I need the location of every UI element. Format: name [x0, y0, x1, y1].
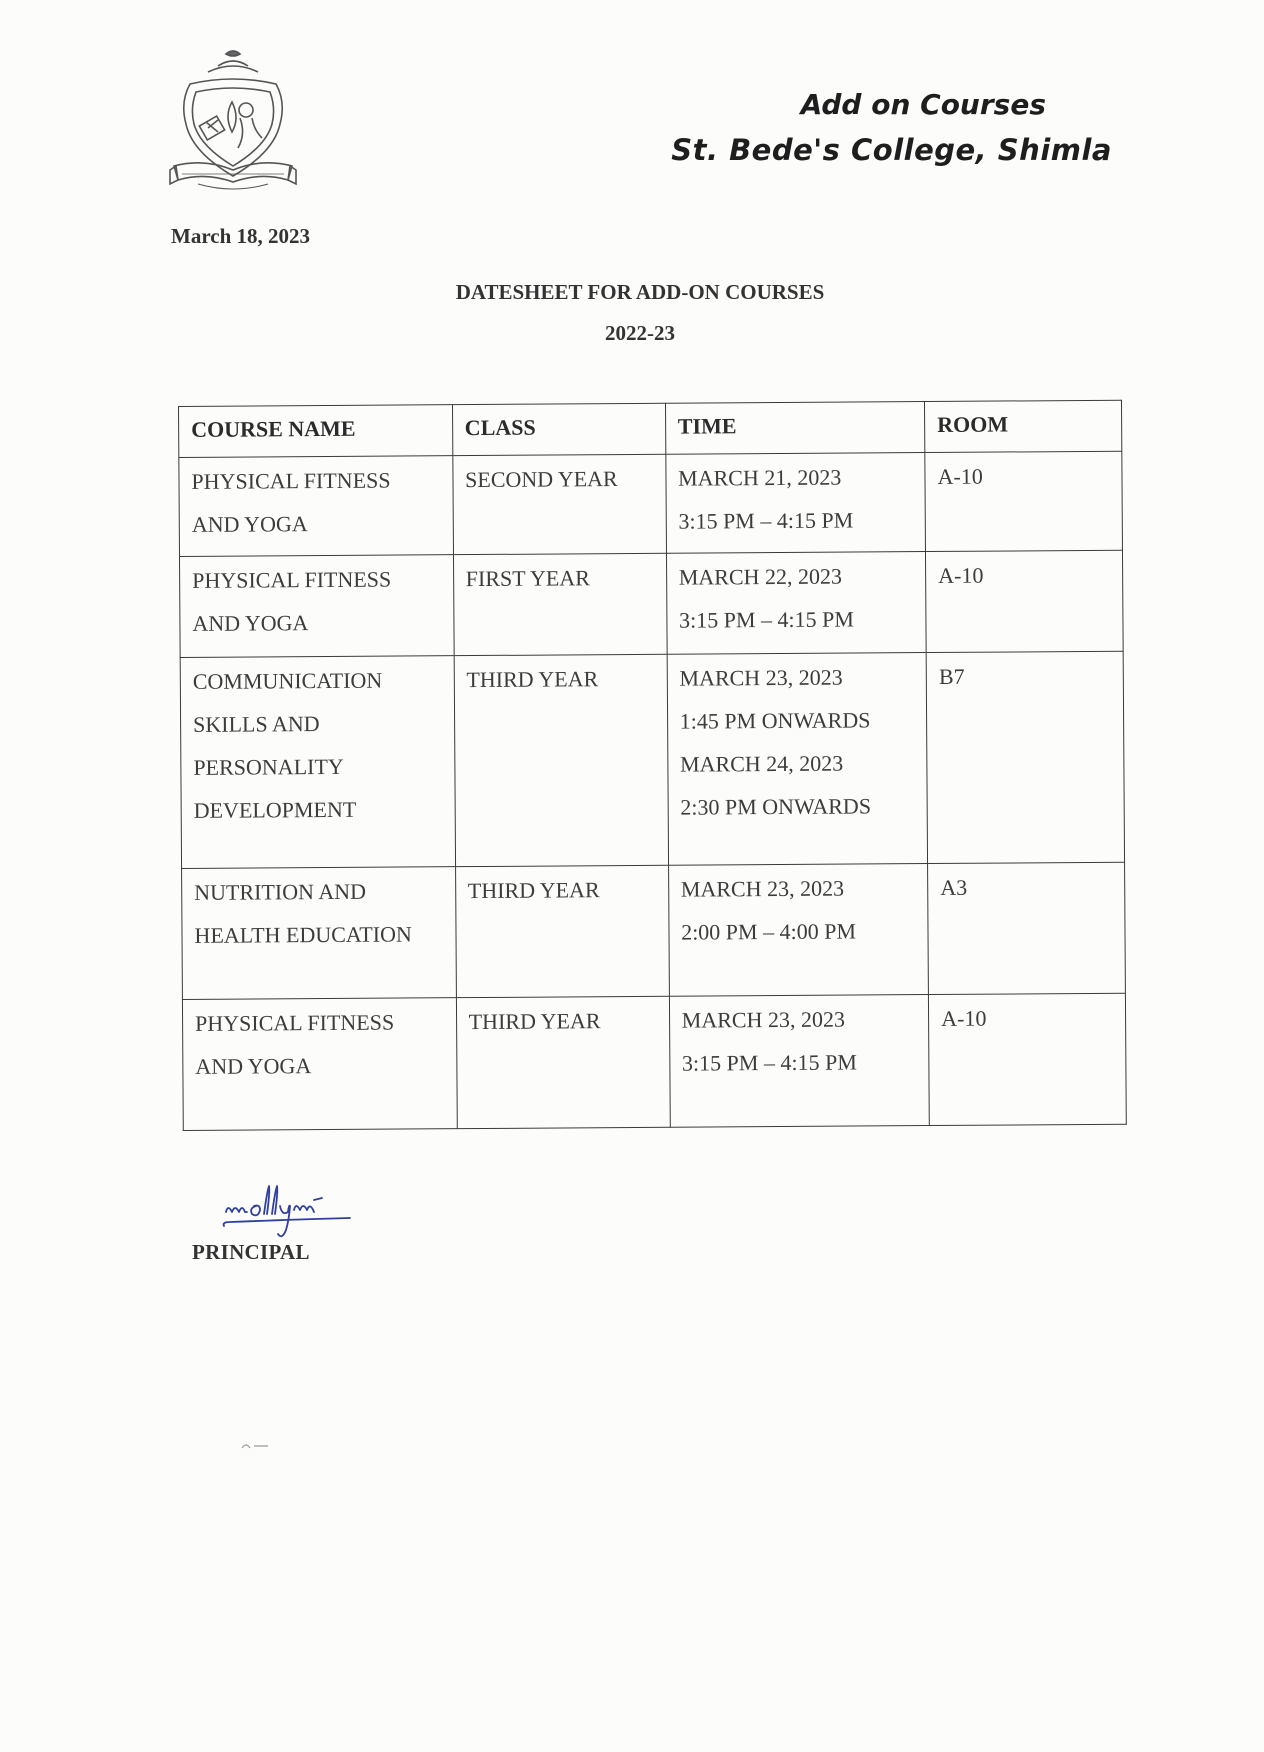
ink-mark: [240, 1440, 274, 1452]
course-line: AND YOGA: [191, 511, 308, 537]
course-line: AND YOGA: [192, 610, 309, 636]
column-header-class: CLASS: [452, 403, 665, 455]
heading-line-1: Add on Courses: [800, 88, 1046, 121]
table-row: [180, 651, 1124, 868]
time-cell: [666, 552, 926, 655]
table-row: [182, 993, 1126, 1130]
course-cell: [179, 555, 453, 658]
time-line: 3:15 PM – 4:15 PM: [678, 606, 854, 633]
time-line: MARCH 22, 2023: [678, 563, 843, 590]
document-title: [0, 280, 1264, 346]
course-line: DEVELOPMENT: [193, 796, 357, 823]
course-line: NUTRITION AND: [194, 878, 367, 905]
table-row: [182, 862, 1126, 999]
column-header-course: COURSE NAME: [179, 405, 453, 458]
title-line-1: DATESHEET FOR ADD-ON COURSES: [455, 280, 825, 304]
course-line: PERSONALITY: [193, 753, 344, 780]
time-line: MARCH 23, 2023: [680, 875, 845, 902]
title-line-2: 2022-23: [605, 321, 675, 345]
course-line: PHYSICAL FITNESS: [195, 1009, 395, 1036]
class-cell: THIRD YEAR: [455, 865, 669, 997]
time-cell: [669, 995, 929, 1128]
time-line: 2:30 PM ONWARDS: [680, 793, 872, 820]
class-cell: THIRD YEAR: [454, 654, 668, 866]
principal-signature: [218, 1180, 368, 1244]
college-heading: [671, 88, 1112, 167]
room-cell: A3: [928, 862, 1126, 994]
table-row: [179, 451, 1123, 556]
course-line: SKILLS AND: [193, 711, 320, 737]
time-line: MARCH 21, 2023: [678, 464, 842, 491]
time-line: 2:00 PM – 4:00 PM: [681, 918, 857, 945]
time-line: MARCH 24, 2023: [679, 750, 844, 777]
course-line: COMMUNICATION: [192, 667, 383, 694]
heading-line-2: St. Bede's College, Shimla: [671, 133, 1112, 167]
time-cell: [665, 453, 925, 554]
signatory-label: PRINCIPAL: [192, 1240, 310, 1264]
college-crest-icon: [168, 48, 298, 200]
table-row: [179, 550, 1123, 657]
datesheet-table: [178, 400, 1127, 1131]
room-cell: A-10: [929, 993, 1127, 1125]
time-line: MARCH 23, 2023: [681, 1006, 845, 1033]
class-cell: FIRST YEAR: [453, 553, 667, 655]
course-line: PHYSICAL FITNESS: [192, 566, 392, 593]
course-line: AND YOGA: [195, 1053, 312, 1079]
time-line: 1:45 PM ONWARDS: [679, 707, 871, 734]
course-cell: [182, 998, 456, 1131]
course-line: PHYSICAL FITNESS: [191, 467, 391, 494]
column-header-room: ROOM: [925, 400, 1122, 452]
time-cell: [667, 653, 928, 866]
course-cell: [180, 656, 455, 869]
time-line: MARCH 23, 2023: [679, 664, 843, 691]
class-cell: SECOND YEAR: [452, 454, 666, 554]
course-cell: [182, 867, 456, 1000]
table-header-row: [179, 400, 1122, 457]
class-cell: THIRD YEAR: [456, 996, 670, 1128]
room-cell: A-10: [926, 550, 1124, 652]
room-cell: B7: [926, 651, 1124, 863]
document-date: March 18, 2023: [171, 224, 311, 248]
course-cell: [179, 456, 453, 557]
column-header-time: TIME: [665, 402, 925, 455]
time-line: 3:15 PM – 4:15 PM: [678, 507, 854, 534]
course-line: HEALTH EDUCATION: [194, 921, 412, 948]
time-cell: [668, 864, 928, 997]
time-line: 3:15 PM – 4:15 PM: [681, 1049, 857, 1076]
room-cell: A-10: [925, 451, 1123, 551]
